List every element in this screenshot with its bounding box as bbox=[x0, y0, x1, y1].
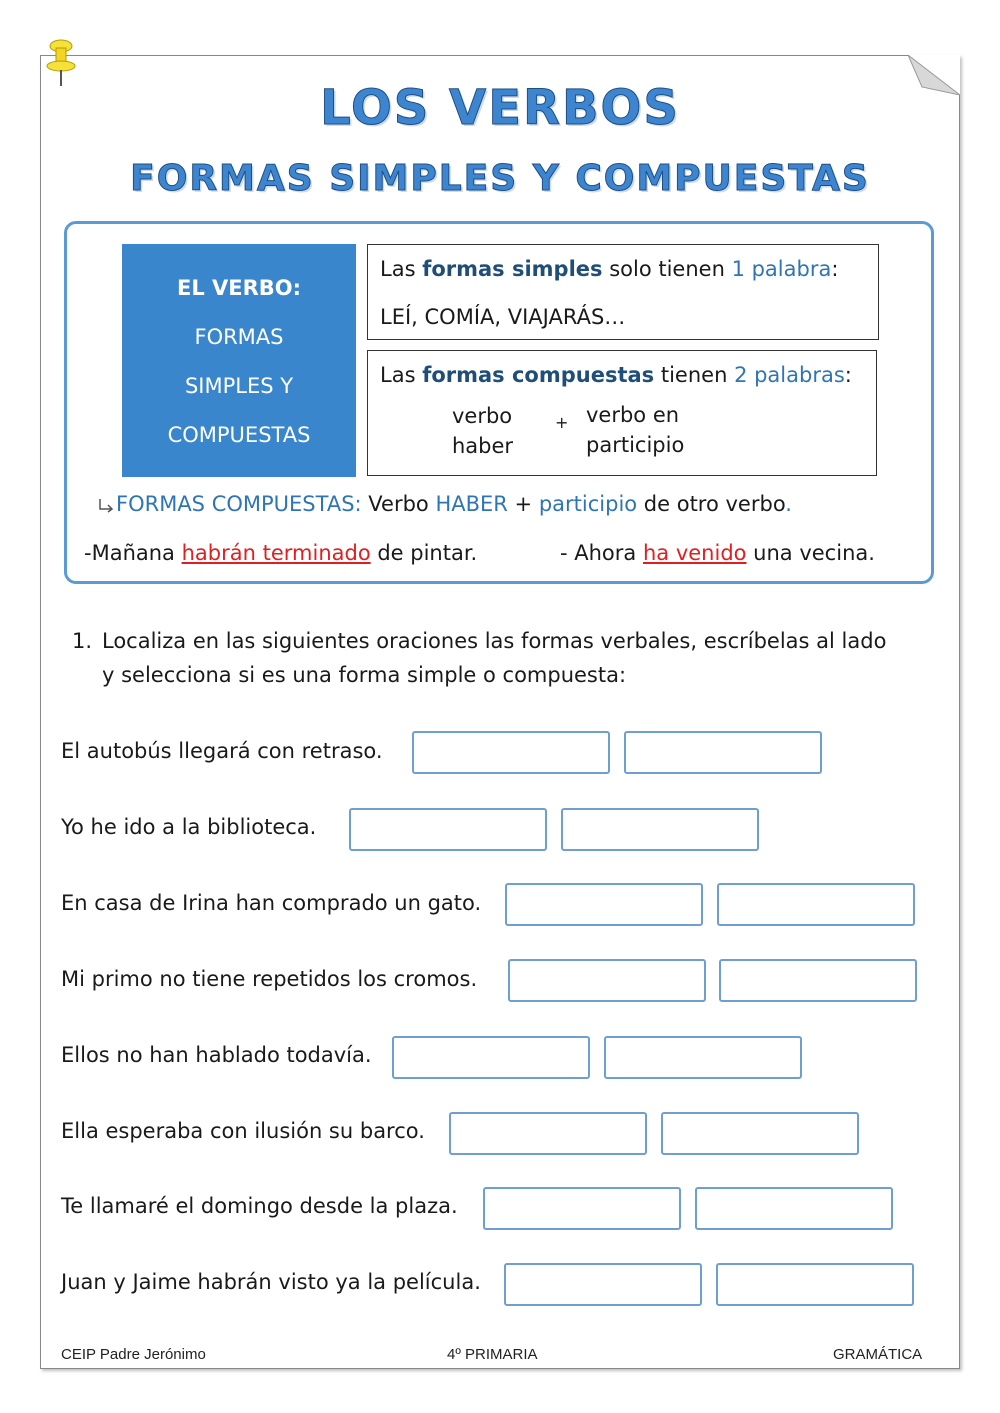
footer-subject: GRAMÁTICA bbox=[833, 1346, 923, 1363]
simple-forms-examples: LEÍ, COMÍA, VIAJARÁS… bbox=[380, 305, 626, 329]
form-type-answer-4[interactable] bbox=[719, 959, 917, 1002]
form-type-answer-8[interactable] bbox=[716, 1263, 914, 1306]
sentence-4: Mi primo no tiene repetidos los cromos. bbox=[61, 967, 478, 991]
form-type-answer-1[interactable] bbox=[624, 731, 822, 774]
hand-pointer-icon bbox=[98, 497, 116, 513]
verbo-haber-label: verbo haber bbox=[452, 404, 514, 458]
verb-form-answer-3[interactable] bbox=[505, 883, 703, 926]
example-sentence-2: - Ahora ha venido una vecina. bbox=[560, 541, 875, 565]
exercise-number: 1. bbox=[72, 629, 93, 653]
instruction-line: Localiza en las siguientes oraciones las formas verbales, escríbelas al lado bbox=[102, 629, 887, 653]
form-type-answer-5[interactable] bbox=[604, 1036, 802, 1079]
instruction-line: y selecciona si es una forma simple o compuesta: bbox=[102, 663, 627, 687]
verb-heading-line: COMPUESTAS bbox=[167, 423, 311, 447]
form-type-answer-7[interactable] bbox=[695, 1187, 893, 1230]
simple-forms-definition: Las formas simples solo tienen 1 palabra: bbox=[380, 257, 839, 281]
verb-heading-box bbox=[122, 244, 356, 477]
footer-school: CEIP Padre Jerónimo bbox=[61, 1346, 206, 1363]
form-type-answer-3[interactable] bbox=[717, 883, 915, 926]
verb-form-answer-1[interactable] bbox=[412, 731, 610, 774]
footer-grade: 4º PRIMARIA bbox=[447, 1346, 538, 1363]
sentence-5: Ellos no han hablado todavía. bbox=[61, 1043, 372, 1067]
page-title: LOS VERBOS bbox=[320, 80, 680, 136]
sentence-6: Ella esperaba con ilusión su barco. bbox=[61, 1119, 425, 1143]
verb-heading-line: SIMPLES Y bbox=[184, 374, 294, 398]
page-subtitle: FORMAS SIMPLES Y COMPUESTAS bbox=[130, 158, 870, 199]
verb-heading-line: FORMAS bbox=[194, 325, 284, 349]
compound-forms-box bbox=[367, 350, 877, 476]
sentence-8: Juan y Jaime habrán visto ya la película. bbox=[61, 1270, 481, 1294]
compound-rule: FORMAS COMPUESTAS: Verbo HABER + participio de otro verbo. bbox=[98, 492, 792, 516]
compound-forms-definition: Las formas compuestas tienen 2 palabras: bbox=[380, 363, 852, 387]
sentence-1: El autobús llegará con retraso. bbox=[61, 739, 383, 763]
verb-form-answer-5[interactable] bbox=[392, 1036, 590, 1079]
verb-form-answer-8[interactable] bbox=[504, 1263, 702, 1306]
simple-forms-box bbox=[367, 244, 879, 340]
plus-sign: + bbox=[555, 413, 569, 432]
verbo-participio-label: verbo en participio bbox=[586, 403, 685, 457]
verb-heading-line: EL VERBO: bbox=[176, 276, 302, 300]
verb-form-answer-7[interactable] bbox=[483, 1187, 681, 1230]
sentence-3: En casa de Irina han comprado un gato. bbox=[61, 891, 482, 915]
exercise-instructions bbox=[72, 624, 932, 692]
verb-form-answer-2[interactable] bbox=[349, 808, 547, 851]
form-type-answer-2[interactable] bbox=[561, 808, 759, 851]
verb-form-answer-4[interactable] bbox=[508, 959, 706, 1002]
sentence-2: Yo he ido a la biblioteca. bbox=[61, 815, 317, 839]
sentence-7: Te llamaré el domingo desde la plaza. bbox=[61, 1194, 458, 1218]
verb-form-answer-6[interactable] bbox=[449, 1112, 647, 1155]
example-sentence-1: -Mañana habrán terminado de pintar. bbox=[84, 541, 478, 565]
form-type-answer-6[interactable] bbox=[661, 1112, 859, 1155]
